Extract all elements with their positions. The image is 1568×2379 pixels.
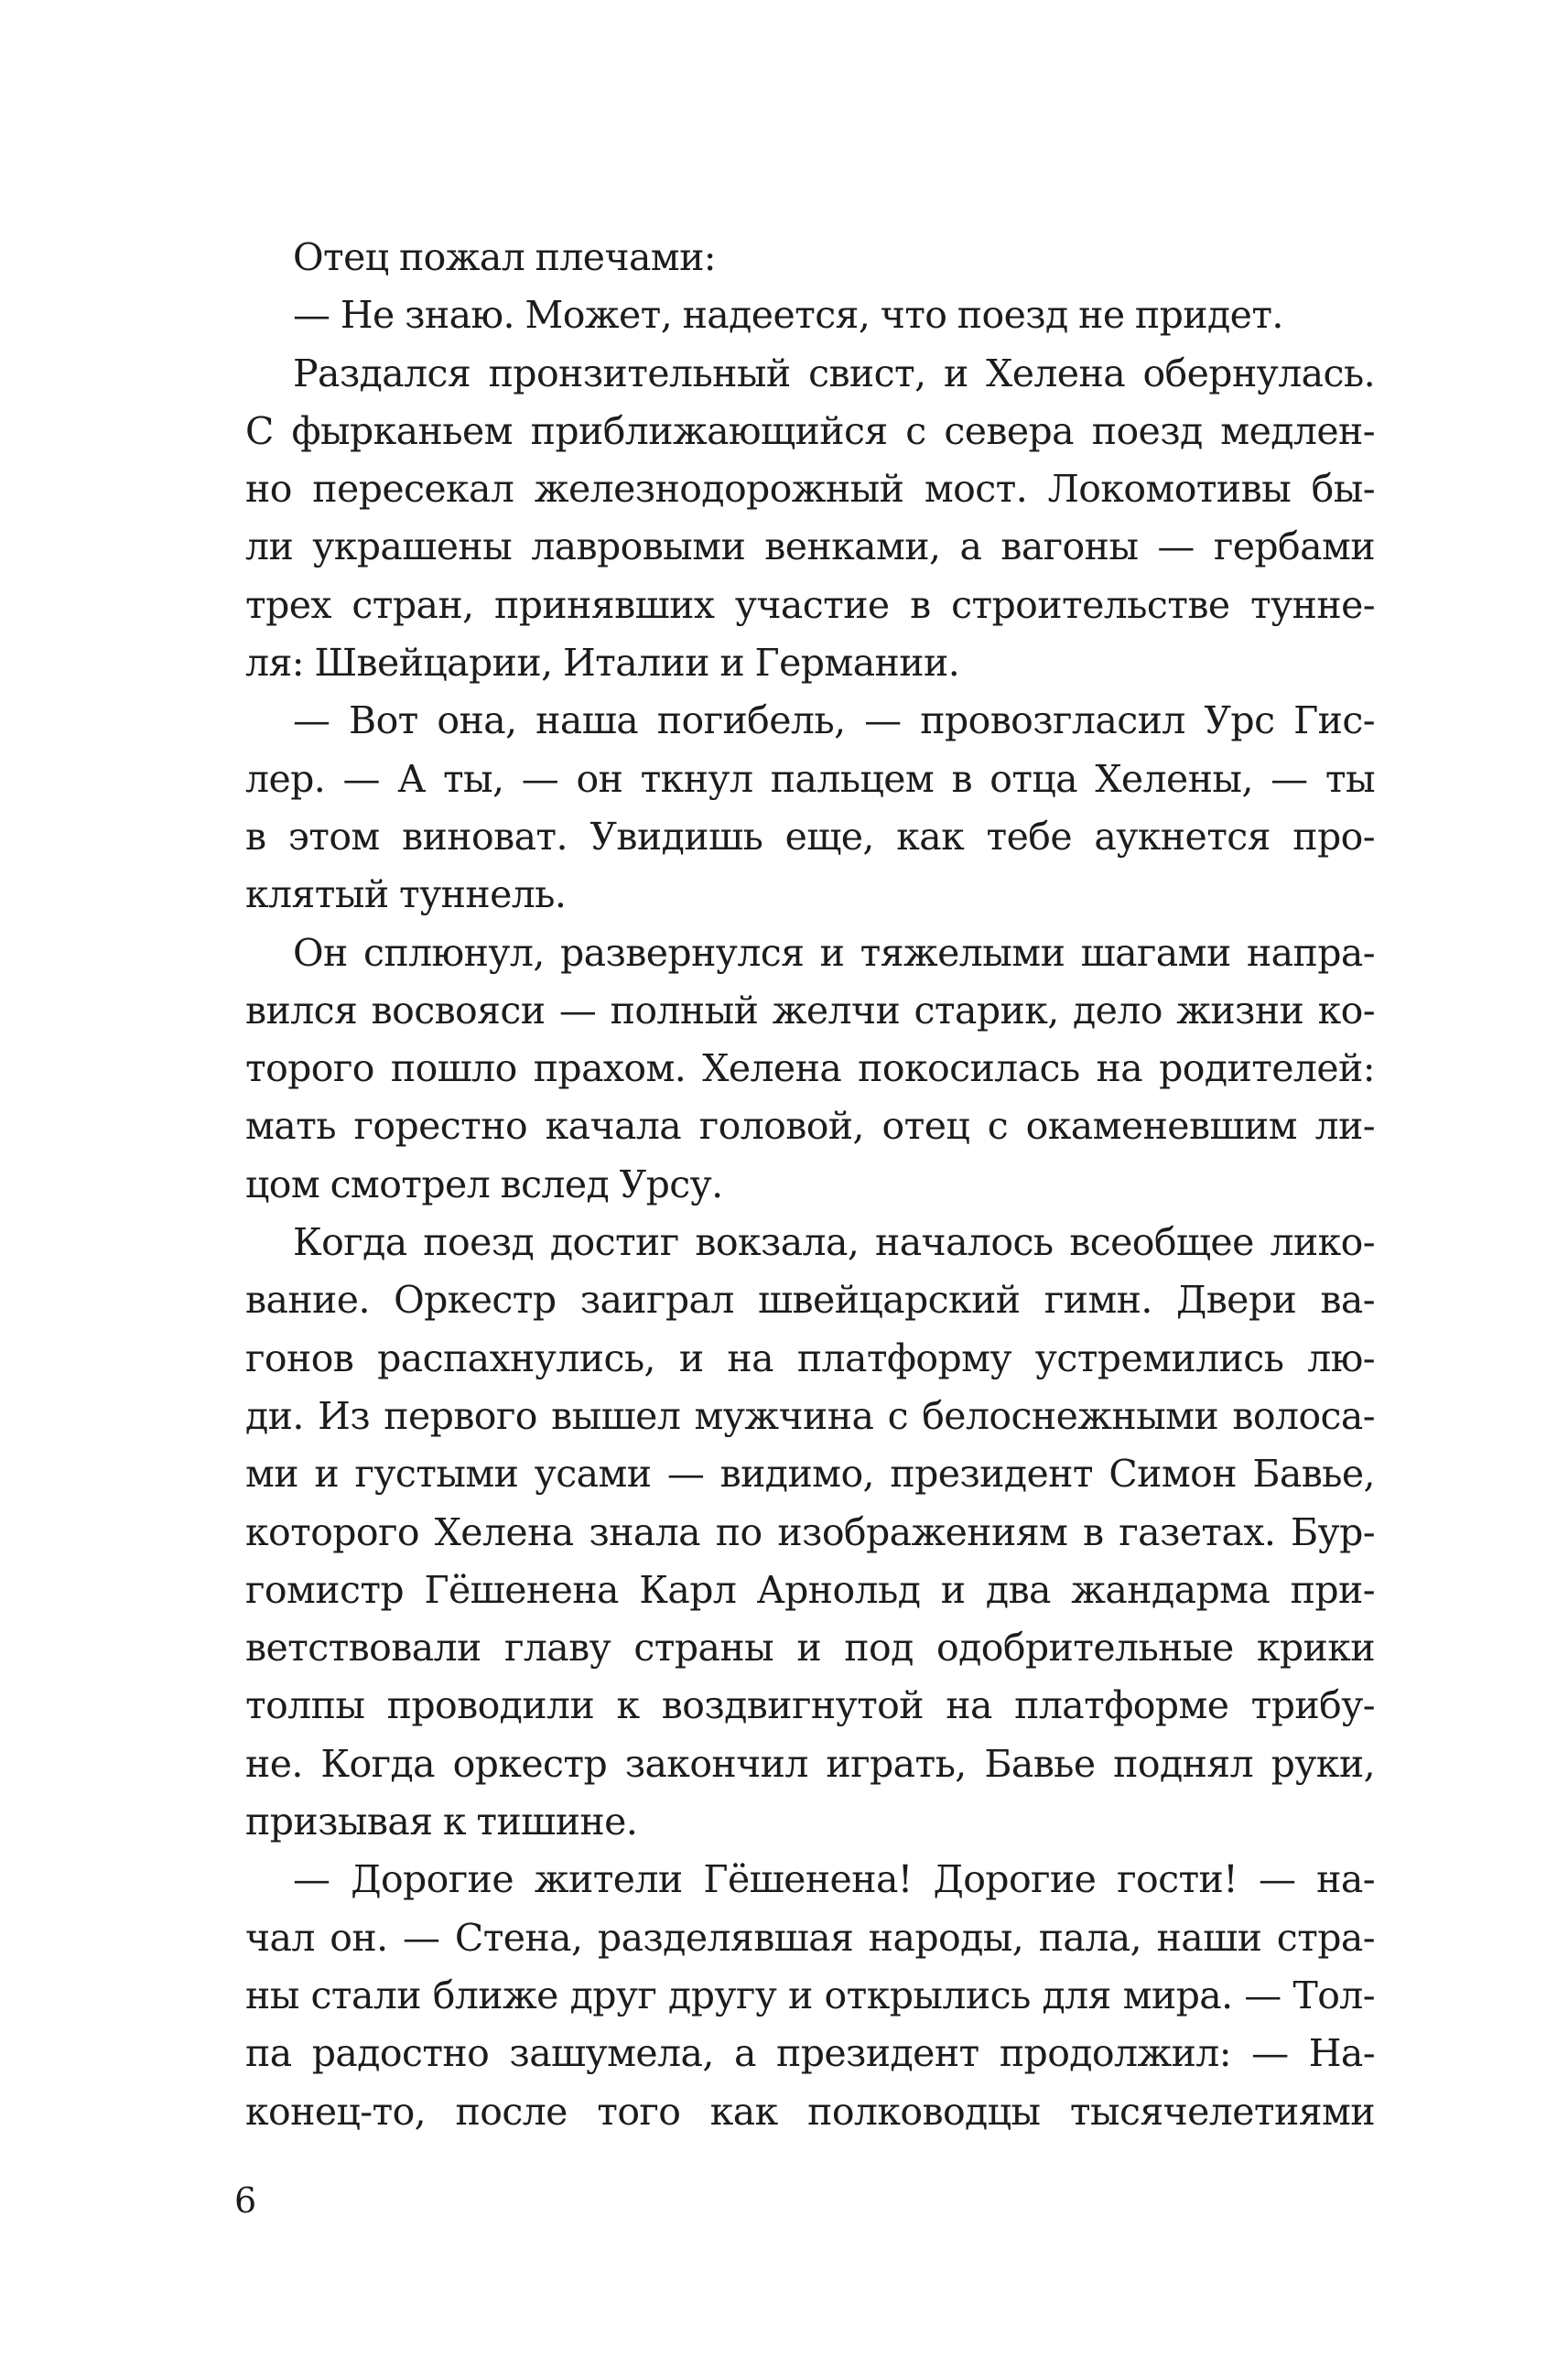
text-line: Отец пожал плечами: — [293, 235, 717, 279]
text-line: — Вот она, наша погибель, — провозгласил Урс Гис- — [293, 698, 1375, 743]
text-line: ми и густыми усами — видимо, президент Симон Бавье, — [245, 1452, 1375, 1497]
text-line: лер. — А ты, — он ткнул пальцем в отца Хелены, — ты — [245, 756, 1375, 801]
text-line: призывая к тишине. — [245, 1800, 638, 1844]
text-line: гомистр Гёшенена Карл Арнольд и два жандарма при- — [245, 1567, 1375, 1612]
text-line: ветствовали главу страны и под одобрительные крики — [245, 1626, 1375, 1671]
text-line: которого Хелена знала по изображениям в газетах. Бур- — [245, 1509, 1375, 1554]
text-line: гонов распахнулись, и на платформу устремились лю- — [245, 1335, 1375, 1380]
text-line: С фырканьем приближающийся с севера поезд медлен- — [245, 408, 1375, 453]
text-line: клятый туннель. — [245, 872, 567, 917]
text-line: чал он. — Стена, разделявшая народы, пала, наши стра- — [245, 1915, 1375, 1960]
text-line: цом смотрел вслед Урсу. — [245, 1162, 723, 1206]
text-line: торого пошло прахом. Хелена покосилась на родителей: — [245, 1046, 1375, 1091]
text-line: — Не знаю. Может, надеется, что поезд не придет. — [293, 293, 1283, 338]
text-line: толпы проводили к воздвигнутой на платформе трибу- — [245, 1683, 1375, 1728]
text-line: ди. Из первого вышел мужчина с белоснежными волоса- — [245, 1393, 1375, 1438]
text-line: вание. Оркестр заиграл швейцарский гимн. Двери ва- — [245, 1278, 1375, 1323]
text-line: — Дорогие жители Гёшенена! Дорогие гости! — на- — [293, 1857, 1375, 1902]
text-line: Раздался пронзительный свист, и Хелена обернулась. — [293, 351, 1375, 395]
text-line: ли украшены лавровыми венками, а вагоны — гербами — [245, 524, 1375, 569]
text-line: Он сплюнул, развернулся и тяжелыми шагами напра- — [293, 930, 1375, 975]
text-line: не. Когда оркестр закончил играть, Бавье поднял руки, — [245, 1741, 1375, 1786]
text-line: конец-то, после того как полководцы тысячелетиями — [245, 2089, 1375, 2134]
text-line: па радостно зашумела, а президент продолжил: — На- — [245, 2031, 1375, 2076]
text-line: ны стали ближе друг другу и открылись для мира. — Тол- — [245, 1973, 1375, 2017]
text-line: в этом виноват. Увидишь еще, как тебе аукнется про- — [245, 814, 1375, 859]
text-line: ля: Швейцарии, Италии и Германии. — [245, 641, 960, 686]
text-line: мать горестно качала головой, отец с окаменевшим ли- — [245, 1104, 1375, 1149]
body-text — [245, 229, 1375, 2141]
text-line: но пересекал железнодорожный мост. Локомотивы бы- — [245, 467, 1375, 512]
page-number: 6 — [234, 2180, 257, 2221]
text-line: вился восвояси — полный желчи старик, дело жизни ко- — [245, 988, 1375, 1033]
text-line: Когда поезд достиг вокзала, началось всеобщее лико- — [293, 1220, 1375, 1265]
text-line: трех стран, принявших участие в строительстве тунне- — [245, 582, 1375, 627]
